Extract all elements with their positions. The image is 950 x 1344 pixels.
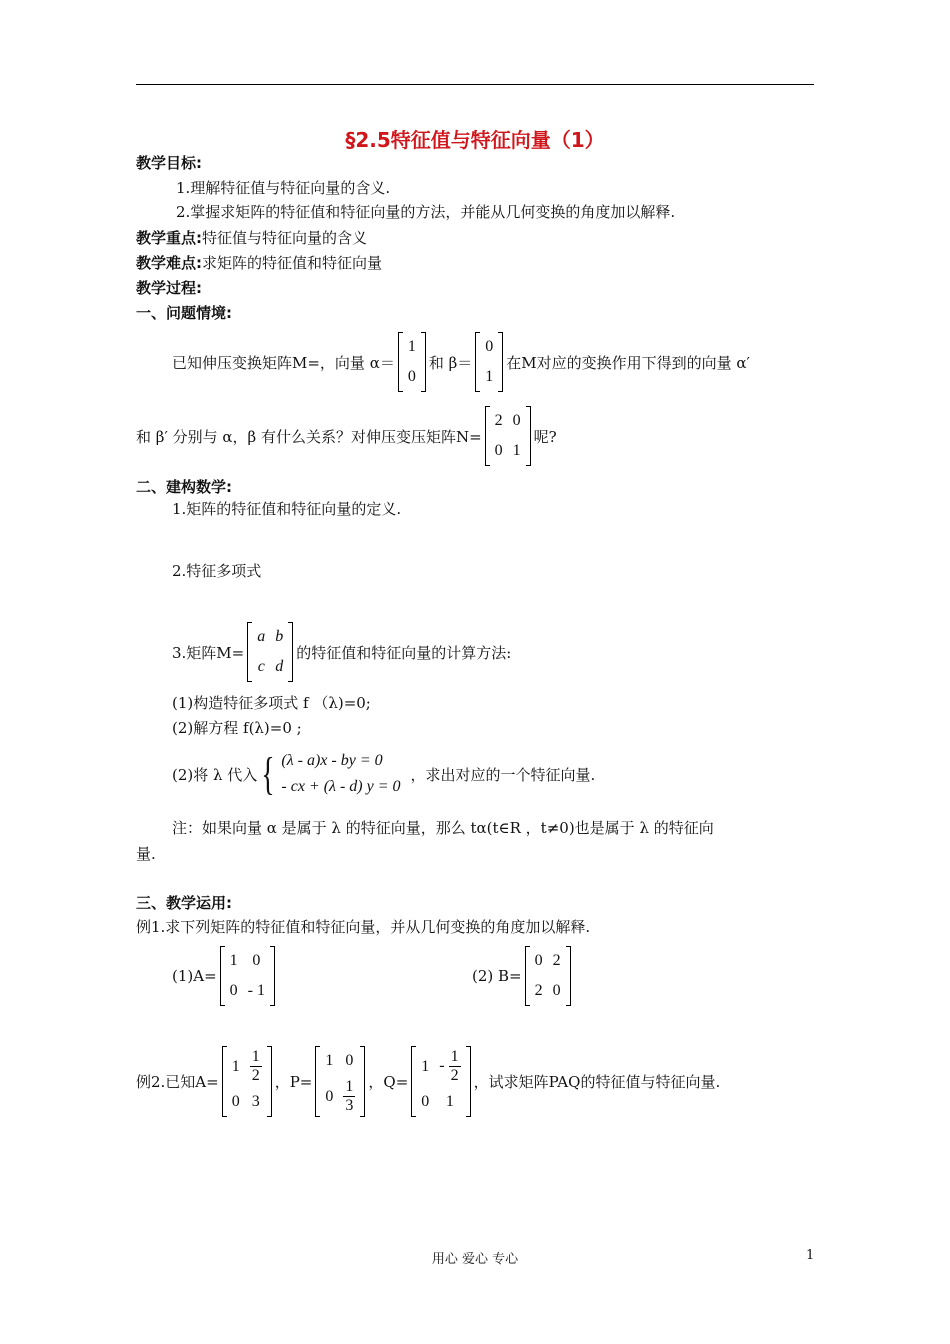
- matrix-a2: 1 $\frac{1}{2}$ 0 3: [222, 1046, 272, 1117]
- section2-item1: 1.矩阵的特征值和特征向量的定义.: [172, 500, 402, 518]
- example-2-text-a: 例2.已知A=: [136, 1073, 219, 1091]
- section2-item3-text-b: 的特征值和特征向量的计算方法:: [296, 643, 512, 662]
- fraction-one-half: $\frac{1}{2}$: [251, 1048, 260, 1084]
- keypoint-label: 教学重点:: [136, 229, 202, 247]
- section1-line2-text-b: 呢?: [533, 427, 557, 446]
- example-2: [136, 1046, 720, 1117]
- example-2-text-d: ，试求矩阵PAQ的特征值与特征向量.: [473, 1073, 721, 1091]
- section2-item3-text-a: 3.矩阵M=: [172, 643, 245, 662]
- matrix-p: 1 0 0 $\frac{1}{3}$: [315, 1046, 365, 1117]
- matrix-a1: 1 0 0 - 1: [220, 946, 275, 1006]
- note-line-2: 量.: [136, 845, 156, 863]
- section1-line1-text-a: 已知伸压变换矩阵M=，向量 α＝: [172, 353, 395, 372]
- matrix-n: 2 0 0 1: [485, 406, 531, 466]
- difficulty-line: [136, 252, 382, 273]
- keypoint-line: [136, 227, 367, 248]
- section3-heading: 三、教学运用:: [136, 894, 232, 912]
- page-number: 1: [806, 1248, 815, 1263]
- step-1: (1)构造特征多项式 f （λ)=0;: [172, 694, 371, 712]
- example-2-text-b: ，P=: [274, 1073, 313, 1091]
- step-2: (2)解方程 f(λ)=0 ;: [172, 719, 302, 737]
- section1-line1-text-b: 和 β＝: [428, 353, 473, 372]
- equation-2: - cx + (λ - d) y = 0: [281, 778, 401, 795]
- section1-line2-text-a: 和 β′ 分别与 α，β 有什么关系？对伸压变压矩阵N=: [136, 427, 482, 446]
- objectives-label: 教学目标:: [136, 154, 202, 172]
- matrix-m: a b c d: [247, 622, 293, 682]
- section1-line2: [136, 406, 557, 466]
- fraction-one-third: $\frac{1}{3}$: [345, 1078, 354, 1114]
- step-3-text-b: ，求出对应的一个特征向量.: [410, 765, 596, 784]
- example-2-text-c: ，Q=: [368, 1073, 409, 1091]
- section1-line1: [172, 332, 750, 392]
- header-rule: [136, 84, 814, 85]
- example-1: 例1.求下列矩阵的特征值和特征向量，并从几何变换的角度加以解释.: [136, 918, 591, 936]
- difficulty-label: 教学难点:: [136, 254, 202, 272]
- example-1-part-1-label: (1)A=: [172, 967, 217, 985]
- process-label: 教学过程:: [136, 279, 202, 297]
- section1-heading: 一、问题情境:: [136, 304, 232, 322]
- matrix-q: 1 - $\frac{1}{2}$ 0 1: [411, 1046, 470, 1117]
- example-1-part-1: [172, 946, 278, 1006]
- brace-symbol: {: [261, 748, 275, 799]
- alpha-vector: 1 0: [398, 332, 426, 392]
- fraction-neg-one-half: $\frac{1}{2}$: [450, 1048, 459, 1084]
- example-1-part-2-label: (2) B=: [472, 967, 522, 985]
- step-3-text-a: (2)将 λ 代入: [172, 765, 258, 784]
- equation-system: [257, 748, 400, 800]
- section2-item3: [172, 622, 511, 682]
- section2-heading: 二、建构数学:: [136, 478, 232, 496]
- footer-text: 用心 爱心 专心: [431, 1252, 519, 1267]
- example-1-part-2: [472, 946, 574, 1006]
- matrix-b1: 0 2 2 0: [525, 946, 571, 1006]
- objective-1: 1.理解特征值与特征向量的含义.: [176, 179, 391, 197]
- step-3: [172, 748, 595, 800]
- difficulty-text: 求矩阵的特征值和特征向量: [202, 254, 383, 272]
- section2-item2: 2.特征多项式: [172, 562, 262, 580]
- keypoint-text: 特征值与特征向量的含义: [202, 229, 368, 247]
- equation-1: (λ - a)x - by = 0: [281, 752, 383, 769]
- beta-vector: 0 1: [475, 332, 503, 392]
- objective-2: 2.掌握求矩阵的特征值和特征向量的方法，并能从几何变换的角度加以解释.: [176, 203, 676, 221]
- section1-line1-text-c: 在M对应的变换作用下得到的向量 α′: [506, 353, 750, 372]
- page-title: §2.5特征值与特征向量（1）: [345, 128, 605, 152]
- note-line-1: 注：如果向量 α 是属于 λ 的特征向量，那么 tα(t∈R ，t≠0)也是属于 λ 的特征向: [172, 819, 714, 837]
